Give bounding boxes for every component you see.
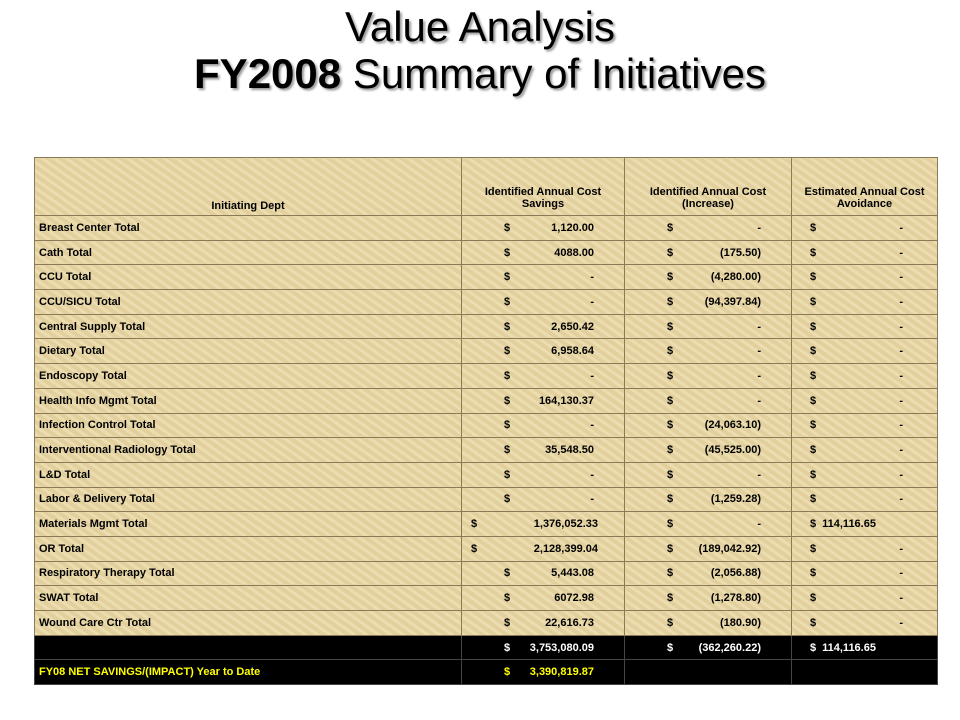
amount: 22,616.73 — [545, 616, 594, 629]
cost-increase-cell — [625, 611, 792, 636]
table-row — [35, 438, 938, 463]
cost-increase-cell — [625, 290, 792, 315]
currency-symbol: $ — [667, 295, 674, 308]
cost-avoidance-cell — [792, 364, 938, 389]
amount: - — [899, 444, 903, 457]
currency-symbol: $ — [667, 592, 674, 605]
amount: - — [899, 246, 903, 259]
table-row — [35, 611, 938, 636]
cost-increase-cell — [625, 388, 792, 413]
amount: 4088.00 — [554, 246, 594, 259]
amount: - — [590, 369, 594, 382]
currency-symbol: $ — [810, 542, 817, 555]
amount: - — [899, 616, 903, 629]
currency-symbol: $ — [504, 641, 511, 654]
amount: - — [590, 468, 594, 481]
amount: 6,958.64 — [551, 345, 594, 358]
currency-symbol: $ — [667, 616, 674, 629]
cost-savings-cell — [462, 586, 625, 611]
cost-increase-cell — [625, 314, 792, 339]
total-increase-cell — [625, 635, 792, 660]
currency-symbol: $ — [504, 666, 511, 679]
currency-symbol: $ — [810, 221, 817, 234]
cost-avoidance-cell — [792, 388, 938, 413]
currency-symbol: $ — [667, 641, 674, 654]
table-row — [35, 339, 938, 364]
table-row — [35, 413, 938, 438]
amount: 3,390,819.87 — [529, 666, 594, 679]
currency-symbol: $ — [504, 394, 511, 407]
cost-increase-cell — [625, 339, 792, 364]
dept-name: Interventional Radiology Total — [35, 438, 462, 463]
cost-savings-cell — [462, 487, 625, 512]
dept-name: Respiratory Therapy Total — [35, 561, 462, 586]
total-savings-cell — [462, 635, 625, 660]
currency-symbol: $ — [504, 345, 511, 358]
dept-name: Infection Control Total — [35, 413, 462, 438]
table-header-row — [35, 158, 938, 216]
cost-avoidance-cell — [792, 290, 938, 315]
cost-increase-cell — [625, 265, 792, 290]
currency-symbol: $ — [504, 295, 511, 308]
cost-savings-cell — [462, 265, 625, 290]
amount: 164,130.37 — [538, 394, 594, 407]
dept-name: L&D Total — [35, 462, 462, 487]
table-row — [35, 290, 938, 315]
table-row — [35, 265, 938, 290]
amount: 114,116.65 — [822, 518, 876, 531]
amount: 2,650.42 — [551, 320, 594, 333]
amount: - — [590, 271, 594, 284]
cost-savings-cell — [462, 512, 625, 537]
cost-increase-cell — [625, 536, 792, 561]
currency-symbol: $ — [667, 369, 674, 382]
currency-symbol: $ — [810, 641, 817, 654]
empty-cell — [625, 660, 792, 685]
currency-symbol: $ — [810, 444, 817, 457]
dept-name: OR Total — [35, 536, 462, 561]
currency-symbol: $ — [667, 468, 674, 481]
amount: - — [757, 345, 761, 358]
amount: - — [899, 592, 903, 605]
cost-savings-cell — [462, 216, 625, 241]
amount: (180.90) — [720, 616, 761, 629]
amount: - — [899, 295, 903, 308]
amount: - — [899, 542, 903, 555]
currency-symbol: $ — [810, 419, 817, 432]
amount: - — [899, 271, 903, 284]
currency-symbol: $ — [667, 221, 674, 234]
currency-symbol: $ — [810, 493, 817, 506]
currency-symbol: $ — [810, 518, 817, 531]
cost-avoidance-cell — [792, 561, 938, 586]
dept-name: Wound Care Ctr Total — [35, 611, 462, 636]
cost-increase-cell — [625, 216, 792, 241]
title-subtitle — [0, 50, 960, 98]
cost-avoidance-cell — [792, 611, 938, 636]
amount: 114,116.65 — [822, 641, 876, 654]
table-row — [35, 561, 938, 586]
net-savings-label: FY08 NET SAVINGS/(IMPACT) Year to Date — [35, 660, 462, 685]
initiatives-table — [34, 157, 938, 685]
cost-avoidance-cell — [792, 512, 938, 537]
cost-avoidance-cell — [792, 487, 938, 512]
currency-symbol: $ — [810, 468, 817, 481]
amount: (2,056.88) — [710, 567, 761, 580]
currency-symbol: $ — [667, 567, 674, 580]
amount: 6072.98 — [554, 592, 594, 605]
currency-symbol: $ — [504, 444, 511, 457]
dept-name: Central Supply Total — [35, 314, 462, 339]
cost-avoidance-cell — [792, 462, 938, 487]
amount: - — [899, 221, 903, 234]
dept-name: Health Info Mgmt Total — [35, 388, 462, 413]
cost-avoidance-cell — [792, 635, 938, 660]
title-main: Value Analysis — [344, 3, 616, 50]
dept-name: Labor & Delivery Total — [35, 487, 462, 512]
amount: - — [757, 221, 761, 234]
cost-savings-cell — [462, 561, 625, 586]
amount: - — [757, 320, 761, 333]
currency-symbol: $ — [667, 345, 674, 358]
currency-symbol: $ — [667, 394, 674, 407]
table-row — [35, 240, 938, 265]
amount: (4,280.00) — [710, 271, 761, 284]
table-row — [35, 388, 938, 413]
cost-savings-cell — [462, 240, 625, 265]
cost-increase-cell — [625, 364, 792, 389]
currency-symbol: $ — [504, 246, 511, 259]
totals-label-empty — [35, 635, 462, 660]
amount: - — [757, 468, 761, 481]
amount: - — [899, 320, 903, 333]
header-cost-avoidance: Estimated Annual Cost Avoidance — [792, 158, 938, 216]
amount: - — [899, 419, 903, 432]
cost-savings-cell — [462, 536, 625, 561]
currency-symbol: $ — [504, 567, 511, 580]
amount: (189,042.92) — [698, 542, 761, 555]
amount: 3,753,080.09 — [529, 641, 594, 654]
table-row — [35, 462, 938, 487]
cost-savings-cell — [462, 462, 625, 487]
currency-symbol: $ — [667, 518, 674, 531]
currency-symbol: $ — [667, 419, 674, 432]
dept-name: Endoscopy Total — [35, 364, 462, 389]
amount: 5,443.08 — [551, 567, 594, 580]
cost-increase-cell — [625, 561, 792, 586]
currency-symbol: $ — [810, 592, 817, 605]
currency-symbol: $ — [504, 468, 511, 481]
cost-savings-cell — [462, 339, 625, 364]
currency-symbol: $ — [810, 616, 817, 629]
slide-title — [0, 4, 960, 98]
title-summary: Summary of Initiatives — [341, 50, 766, 97]
currency-symbol: $ — [504, 592, 511, 605]
currency-symbol: $ — [667, 542, 674, 555]
dept-name: Breast Center Total — [35, 216, 462, 241]
cost-avoidance-cell — [792, 586, 938, 611]
currency-symbol: $ — [504, 369, 511, 382]
table-row — [35, 314, 938, 339]
amount: 35,548.50 — [545, 444, 594, 457]
currency-symbol: $ — [667, 493, 674, 506]
currency-symbol: $ — [504, 320, 511, 333]
currency-symbol: $ — [504, 221, 511, 234]
amount: - — [899, 468, 903, 481]
cost-increase-cell — [625, 512, 792, 537]
dept-name: Dietary Total — [35, 339, 462, 364]
dept-name: CCU Total — [35, 265, 462, 290]
currency-symbol: $ — [667, 320, 674, 333]
header-cost-savings: Identified Annual Cost Savings — [462, 158, 625, 216]
table-row — [35, 364, 938, 389]
header-initiating-dept: Initiating Dept — [35, 158, 462, 216]
currency-symbol: $ — [810, 394, 817, 407]
table-row — [35, 586, 938, 611]
amount: - — [899, 394, 903, 407]
currency-symbol: $ — [471, 518, 478, 531]
cost-avoidance-cell — [792, 216, 938, 241]
cost-avoidance-cell — [792, 339, 938, 364]
amount: - — [899, 493, 903, 506]
cost-increase-cell — [625, 487, 792, 512]
dept-name: CCU/SICU Total — [35, 290, 462, 315]
table-row — [35, 487, 938, 512]
cost-avoidance-cell — [792, 438, 938, 463]
amount: - — [590, 295, 594, 308]
amount: 1,120.00 — [551, 221, 594, 234]
amount: (45,525.00) — [704, 444, 761, 457]
dept-name: Cath Total — [35, 240, 462, 265]
amount: - — [590, 493, 594, 506]
empty-cell — [792, 660, 938, 685]
table-row — [35, 512, 938, 537]
amount: (175.50) — [720, 246, 761, 259]
amount: - — [757, 518, 761, 531]
currency-symbol: $ — [504, 419, 511, 432]
cost-increase-cell — [625, 438, 792, 463]
totals-row — [35, 635, 938, 660]
title-year: FY2008 — [194, 50, 342, 97]
cost-avoidance-cell — [792, 536, 938, 561]
currency-symbol: $ — [810, 271, 817, 284]
currency-symbol: $ — [810, 295, 817, 308]
currency-symbol: $ — [504, 271, 511, 284]
dept-name: Materials Mgmt Total — [35, 512, 462, 537]
amount: - — [757, 369, 761, 382]
cost-increase-cell — [625, 586, 792, 611]
amount: - — [899, 567, 903, 580]
net-savings-cell — [462, 660, 625, 685]
currency-symbol: $ — [810, 320, 817, 333]
amount: (24,063.10) — [704, 419, 761, 432]
dept-name: SWAT Total — [35, 586, 462, 611]
amount: 1,376,052.33 — [533, 518, 598, 531]
table-row — [35, 536, 938, 561]
cost-increase-cell — [625, 413, 792, 438]
currency-symbol: $ — [667, 271, 674, 284]
currency-symbol: $ — [810, 369, 817, 382]
amount: (94,397.84) — [704, 295, 761, 308]
currency-symbol: $ — [810, 345, 817, 358]
amount: - — [899, 345, 903, 358]
amount: - — [590, 419, 594, 432]
amount: - — [757, 394, 761, 407]
amount: (1,278.80) — [710, 592, 761, 605]
currency-symbol: $ — [810, 567, 817, 580]
amount: 2,128,399.04 — [533, 542, 598, 555]
cost-avoidance-cell — [792, 265, 938, 290]
net-savings-row — [35, 660, 938, 685]
cost-avoidance-cell — [792, 413, 938, 438]
currency-symbol: $ — [504, 616, 511, 629]
currency-symbol: $ — [504, 493, 511, 506]
cost-avoidance-cell — [792, 240, 938, 265]
table-row — [35, 216, 938, 241]
cost-savings-cell — [462, 438, 625, 463]
cost-savings-cell — [462, 413, 625, 438]
currency-symbol: $ — [810, 246, 817, 259]
amount: (1,259.28) — [710, 493, 761, 506]
header-cost-increase: Identified Annual Cost (Increase) — [625, 158, 792, 216]
amount: (362,260.22) — [698, 641, 761, 654]
currency-symbol: $ — [471, 542, 478, 555]
currency-symbol: $ — [667, 246, 674, 259]
cost-savings-cell — [462, 314, 625, 339]
amount: - — [899, 369, 903, 382]
currency-symbol: $ — [667, 444, 674, 457]
cost-savings-cell — [462, 388, 625, 413]
cost-increase-cell — [625, 462, 792, 487]
cost-savings-cell — [462, 364, 625, 389]
cost-savings-cell — [462, 290, 625, 315]
cost-savings-cell — [462, 611, 625, 636]
cost-avoidance-cell — [792, 314, 938, 339]
cost-increase-cell — [625, 240, 792, 265]
